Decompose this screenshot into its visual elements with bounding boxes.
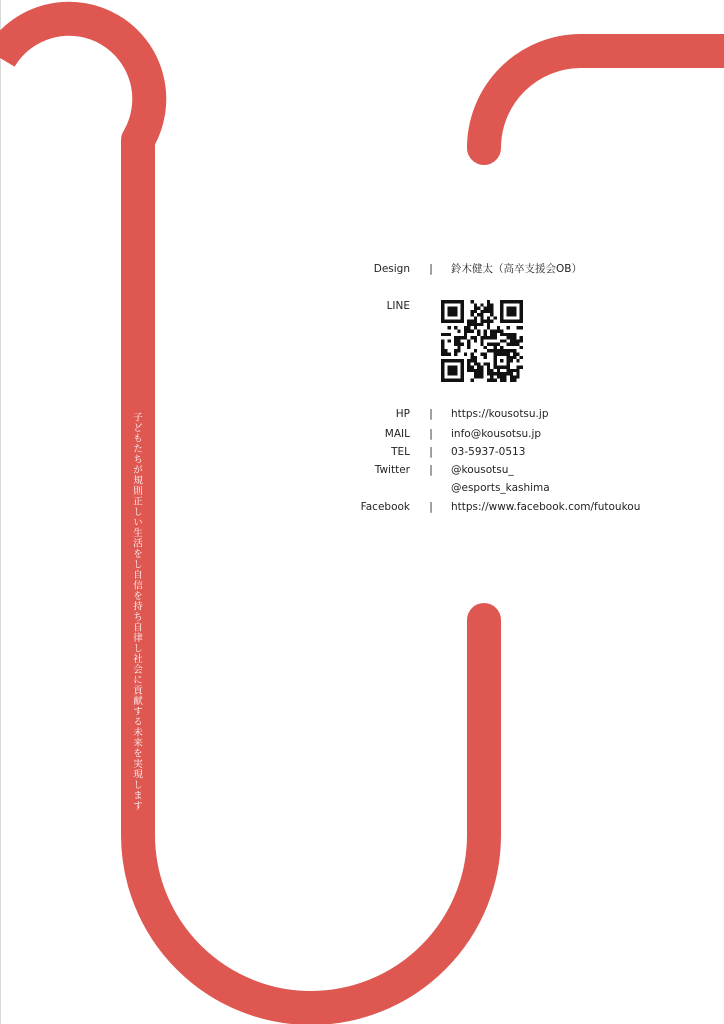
contact-value[interactable]: https://www.facebook.com/futoukou	[451, 501, 641, 513]
contact-row	[0, 479, 724, 497]
contact-row	[0, 425, 724, 443]
contact-row	[0, 443, 724, 461]
left-arc-stroke	[0, 19, 149, 140]
contact-value[interactable]: @kousotsu_	[451, 464, 514, 476]
contact-row	[0, 461, 724, 479]
contact-value[interactable]: info@kousotsu.jp	[451, 428, 542, 440]
vertical-tagline: 子どもたちが規則正しい生活をし自信を持ち自律し社会に貢献する未来を実現します	[131, 412, 142, 811]
separator: |	[429, 408, 433, 420]
line-label: LINE	[386, 300, 410, 312]
contact-row	[0, 405, 724, 423]
contact-label: MAIL	[384, 428, 410, 440]
designer-name: 鈴木健太（高卒支援会OB）	[451, 263, 582, 275]
contact-value[interactable]: @esports_kashima	[451, 482, 550, 494]
right-hook-stroke	[484, 51, 724, 148]
design-label: Design	[373, 263, 410, 275]
contact-label: Facebook	[360, 501, 410, 513]
separator: |	[429, 446, 433, 458]
contact-label: TEL	[391, 446, 410, 458]
contact-value[interactable]: 03-5937-0513	[451, 446, 526, 458]
line-row	[0, 297, 724, 315]
contact-label: Twitter	[374, 464, 410, 476]
separator: |	[429, 501, 433, 513]
separator: |	[429, 263, 433, 275]
contact-value[interactable]: https://kousotsu.jp	[451, 408, 549, 420]
separator: |	[429, 464, 433, 476]
separator: |	[429, 428, 433, 440]
contact-label: HP	[395, 408, 410, 420]
design-credit-row	[0, 260, 724, 278]
qr-code-icon[interactable]	[441, 300, 523, 382]
contact-row	[0, 498, 724, 516]
